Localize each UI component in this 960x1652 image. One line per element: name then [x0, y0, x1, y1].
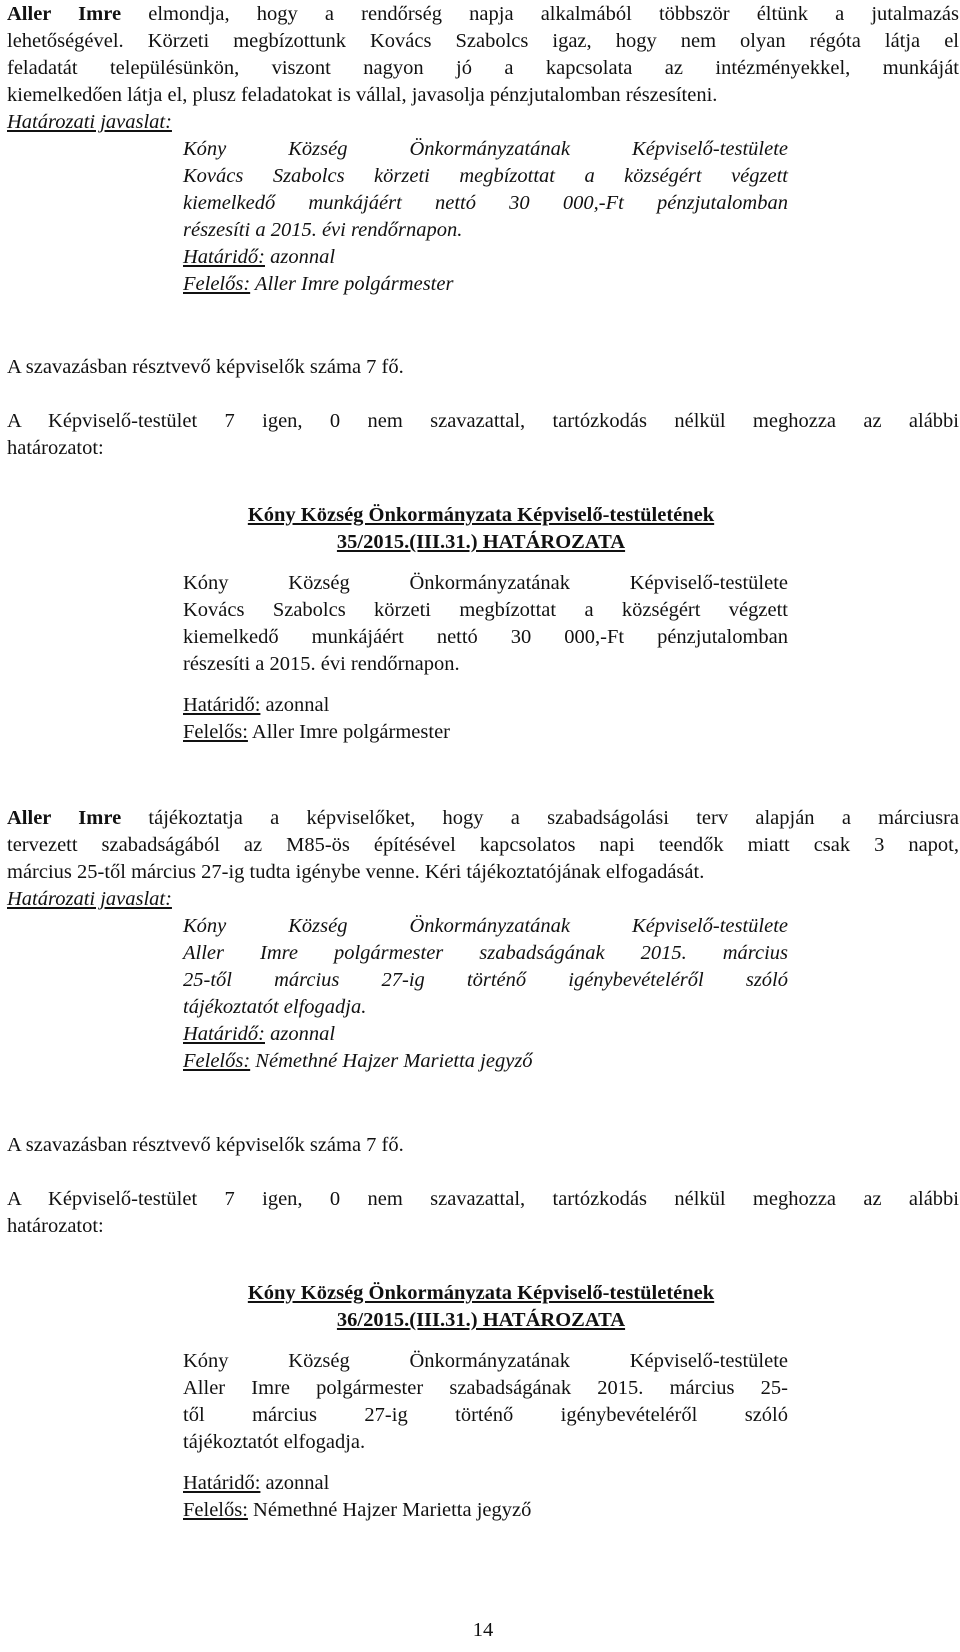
vote-2-result-line-1: A Képviselő-testület 7 igen, 0 nem szavazattal, tartózkodás nélkül meghozza az alábbi — [7, 1188, 959, 1210]
resolution-2-title-line-2: 36/2015.(III.31.) HATÁROZATA — [336, 1309, 626, 1331]
resolution-2-deadline: Határidő: azonnal — [183, 1472, 330, 1494]
proposal-2-line-3: 25-től március 27-ig történő igénybevételéről szóló — [183, 969, 788, 991]
intro-line-4: kiemelkedően látja el, plusz feladatokat is vállal, javasolja pénzjutalomban részesíteni. — [7, 84, 718, 106]
intro-line-1: Aller Imre elmondja, hogy a rendőrség napja alkalmából többször éltünk a jutalmazás — [7, 3, 959, 25]
vote-2-result-line-2: határozatot: — [7, 1215, 104, 1237]
proposal-1-line-2: Kovács Szabolcs körzeti megbízottat a községért végzett — [183, 165, 788, 187]
intro-line-2: lehetőségével. Körzeti megbízottunk Kovács Szabolcs igaz, hogy nem olyan régóta látja el — [7, 30, 959, 52]
proposal-1-responsible: Felelős: Aller Imre polgármester — [183, 273, 454, 295]
resolution-1-deadline: Határidő: azonnal — [183, 694, 330, 716]
vote-1-result-line-1: A Képviselő-testület 7 igen, 0 nem szavazattal, tartózkodás nélkül meghozza az alábbi — [7, 410, 959, 432]
proposal-1-line-1: Kóny Község Önkormányzatának Képviselő-testülete — [183, 138, 788, 160]
resolution-1-line-3: kiemelkedő munkájáért nettó 30 000,-Ft pénzjutalomban — [183, 626, 788, 648]
resolution-2-responsible: Felelős: Némethné Hajzer Marietta jegyző — [183, 1499, 532, 1521]
proposal-1-line-3: kiemelkedő munkájáért nettó 30 000,-Ft pénzjutalomban — [183, 192, 788, 214]
page-number: 14 — [472, 1619, 494, 1641]
resolution-2-title-line-1: Kóny Község Önkormányzata Képviselő-testületének — [247, 1282, 715, 1304]
vote-1-result-line-2: határozatot: — [7, 437, 104, 459]
proposal-label: Határozati javaslat: — [7, 888, 172, 910]
info-line-2: tervezett szabadságából az M85-ös építésével kapcsolatos napi teendők miatt csak 3 napot, — [7, 834, 959, 856]
resolution-2-line-2: Aller Imre polgármester szabadságának 2015. március 25- — [183, 1377, 788, 1399]
proposal-1-line-4: részesíti a 2015. évi rendőrnapon. — [183, 219, 463, 241]
proposal-2-line-4: tájékoztatót elfogadja. — [183, 996, 367, 1018]
resolution-1-title-line-1: Kóny Község Önkormányzata Képviselő-testületének — [247, 504, 715, 526]
info-line-3: március 25-től március 27-ig tudta igénybe venne. Kéri tájékoztatójának elfogadását. — [7, 861, 705, 883]
resolution-2-line-1: Kóny Község Önkormányzatának Képviselő-testülete — [183, 1350, 788, 1372]
info-line-1: Aller Imre tájékoztatja a képviselőket, hogy a szabadságolási terv alapján a márciusra — [7, 807, 960, 829]
resolution-1-line-2: Kovács Szabolcs körzeti megbízottat a községért végzett — [183, 599, 788, 621]
speaker-name: Aller Imre — [7, 807, 122, 829]
resolution-2-line-3: től március 27-ig történő igénybevételéről szóló — [183, 1404, 788, 1426]
intro-line-3: feladatát településünkön, viszont nagyon jó a kapcsolata az intézményekkel, munkáját — [7, 57, 959, 79]
resolution-1-line-4: részesíti a 2015. évi rendőrnapon. — [183, 653, 460, 675]
proposal-2-line-1: Kóny Község Önkormányzatának Képviselő-testülete — [183, 915, 788, 937]
resolution-1-responsible: Felelős: Aller Imre polgármester — [183, 721, 450, 743]
proposal-1-deadline: Határidő: azonnal — [183, 246, 336, 268]
proposal-2-responsible: Felelős: Némethné Hajzer Marietta jegyző — [183, 1050, 533, 1072]
resolution-1-title-line-2: 35/2015.(III.31.) HATÁROZATA — [336, 531, 626, 553]
resolution-1-line-1: Kóny Község Önkormányzatának Képviselő-testülete — [183, 572, 788, 594]
proposal-label: Határozati javaslat: — [7, 111, 172, 133]
speaker-name: Aller Imre — [7, 3, 122, 25]
proposal-2-deadline: Határidő: azonnal — [183, 1023, 336, 1045]
resolution-2-line-4: tájékoztatót elfogadja. — [183, 1431, 366, 1453]
vote-1-count: A szavazásban résztvevő képviselők száma 7 fő. — [7, 356, 404, 378]
vote-2-count: A szavazásban résztvevő képviselők száma 7 fő. — [7, 1134, 404, 1156]
proposal-2-line-2: Aller Imre polgármester szabadságának 2015. március — [183, 942, 788, 964]
